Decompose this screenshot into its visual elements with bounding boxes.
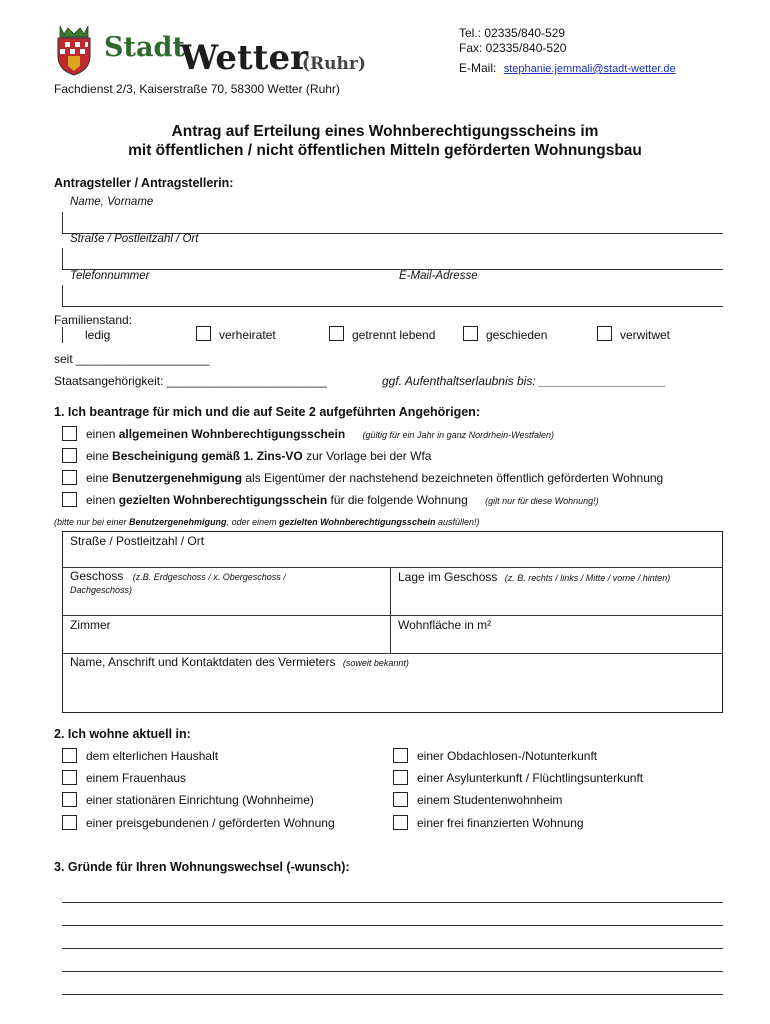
reason-line-3[interactable] <box>62 948 723 949</box>
position-note: (z. B. rechts / links / Mitte / vorne / hinten) <box>504 573 671 583</box>
office-address: Fachdienst 2/3, Kaiserstraße 70, 58300 Wetter (Ruhr) <box>54 82 340 96</box>
residence-permit-label: ggf. Aufenthaltserlaubnis bis: ___________________ <box>382 374 666 388</box>
opt4-bold: gezielten Wohnberechtigungsschein <box>118 493 328 507</box>
table-position-cell[interactable] <box>398 570 670 584</box>
name-label: Name, Vorname <box>70 196 154 208</box>
opt2-post: zur Vorlage bei der Wfa <box>302 449 432 463</box>
form-title-line1: Antrag auf Erteilung eines Wohnberechtigungsscheins im <box>171 123 599 140</box>
table-rooms-cell[interactable]: Zimmer <box>70 618 111 632</box>
opt4-post: für die folgende Wohnung <box>327 493 468 507</box>
option-targeted-wbs-label <box>86 493 599 507</box>
opt2-bold: Bescheinigung gemäß 1. Zins-VO <box>112 449 303 463</box>
landlord-label: Name, Anschrift und Kontaktdaten des Vermieters <box>70 655 336 669</box>
marital-geschieden-checkbox[interactable] <box>463 326 478 341</box>
phone-field-left <box>62 285 63 307</box>
marital-verwitwet-label: verwitwet <box>620 328 671 342</box>
opt1-bold: allgemeinen Wohnberechtigungsschein <box>118 427 346 441</box>
email-field-label: E-Mail-Adresse <box>399 270 478 282</box>
marital-verheiratet-label: verheiratet <box>219 328 276 342</box>
marital-geschieden-label: geschieden <box>486 328 548 342</box>
living-womens-shelter-label: einem Frauenhaus <box>86 771 187 785</box>
option-targeted-wbs-checkbox[interactable] <box>62 492 77 507</box>
phone-email-field[interactable] <box>62 306 723 307</box>
opt1-pre: einen <box>86 427 119 441</box>
reason-line-2[interactable] <box>62 925 723 926</box>
opt4-note: (gilt nur für diese Wohnung!) <box>485 496 599 506</box>
living-subsidized-label: einer preisgebundenen / geförderten Wohnung <box>86 816 335 830</box>
city-logo <box>54 22 374 84</box>
option-zins-vo-checkbox[interactable] <box>62 448 77 463</box>
option-zins-vo-label <box>86 449 431 463</box>
fill-hint <box>54 517 479 527</box>
living-homeless-shelter-label: einer Obdachlosen-/Notunterkunft <box>417 749 598 763</box>
street-label: Straße / Postleitzahl / Ort <box>70 233 199 245</box>
marital-label: Familienstand: <box>54 313 133 327</box>
living-student-dorm-label: einem Studentenwohnheim <box>417 793 563 807</box>
living-womens-shelter-checkbox[interactable] <box>62 770 77 785</box>
street-field[interactable] <box>62 269 723 270</box>
residence-permit-field[interactable] <box>382 374 666 388</box>
marital-verwitwet-checkbox[interactable] <box>597 326 612 341</box>
reason-line-4[interactable] <box>62 971 723 972</box>
form-title <box>0 122 770 160</box>
hint-b2: gezielten Wohnberechtigungsschein <box>279 517 436 527</box>
logo-stadt: Stadt <box>104 32 185 63</box>
tel: Tel.: 02335/840-529 <box>459 26 566 40</box>
coat-of-arms-icon <box>54 24 94 76</box>
section2-heading: 2. Ich wohne aktuell in: <box>54 727 191 741</box>
email-label: E-Mail: <box>459 61 497 75</box>
position-label: Lage im Geschoss <box>398 570 498 584</box>
opt2-pre: eine <box>86 449 113 463</box>
since-field[interactable]: seit ____________________ <box>54 352 210 366</box>
opt3-bold: Benutzergenehmigung <box>112 471 243 485</box>
living-parents-checkbox[interactable] <box>62 748 77 763</box>
applicant-heading: Antragsteller / Antragstellerin: <box>54 176 234 190</box>
floor-note1: (z.B. Erdgeschoss / x. Obergeschoss / <box>132 572 286 582</box>
section3-heading: 3. Gründe für Ihren Wohnungswechsel (-wunsch): <box>54 860 350 874</box>
table-row-divider-1 <box>62 567 723 568</box>
option-usage-permit-label <box>86 471 663 485</box>
reason-line-5[interactable] <box>62 994 723 995</box>
marital-getrennt-label: getrennt lebend <box>352 328 436 342</box>
living-homeless-shelter-checkbox[interactable] <box>393 748 408 763</box>
hint-pre: (bitte nur bei einer <box>54 517 130 527</box>
table-row-divider-3 <box>62 653 723 654</box>
logo-ruhr: (Ruhr) <box>302 54 366 74</box>
living-asylum-checkbox[interactable] <box>393 770 408 785</box>
living-institution-label: einer stationären Einrichtung (Wohnheime) <box>86 793 314 807</box>
table-row-divider-2 <box>62 615 723 616</box>
table-floor-cell[interactable] <box>70 570 370 596</box>
street-field-left <box>62 248 63 270</box>
living-free-financed-checkbox[interactable] <box>393 815 408 830</box>
floor-note2: Dachgeschoss) <box>70 585 133 595</box>
section1-heading: 1. Ich beantrage für mich und die auf Seite 2 aufgeführten Angehörigen: <box>54 405 480 419</box>
option-usage-permit-checkbox[interactable] <box>62 470 77 485</box>
marital-verheiratet-checkbox[interactable] <box>196 326 211 341</box>
living-subsidized-checkbox[interactable] <box>62 815 77 830</box>
name-field-left <box>62 212 63 234</box>
hint-mid: , oder einem <box>226 517 280 527</box>
opt1-note: (gültig für ein Jahr in ganz Nordrhein-Westfalen) <box>362 430 554 440</box>
marital-getrennt-checkbox[interactable] <box>329 326 344 341</box>
phone-label: Telefonnummer <box>70 270 150 282</box>
opt4-pre: einen <box>86 493 119 507</box>
table-area-cell[interactable]: Wohnfläche in m² <box>398 618 492 632</box>
logo-wetter: Wetter <box>180 38 308 78</box>
form-title-line2: mit öffentlichen / nicht öffentlichen Mitteln geförderten Wohnungsbau <box>128 142 642 159</box>
option-general-wbs-checkbox[interactable] <box>62 426 77 441</box>
table-street-cell[interactable]: Straße / Postleitzahl / Ort <box>70 534 205 548</box>
living-student-dorm-checkbox[interactable] <box>393 792 408 807</box>
option-general-wbs-label <box>86 427 554 441</box>
table-landlord-cell[interactable] <box>70 655 409 669</box>
living-institution-checkbox[interactable] <box>62 792 77 807</box>
living-asylum-label: einer Asylunterkunft / Flüchtlingsunterkunft <box>417 771 644 785</box>
hint-b1: Benutzergenehmigung <box>129 517 227 527</box>
table-col-divider <box>390 567 391 653</box>
apartment-table <box>62 531 723 713</box>
marital-ledig-label: ledig <box>85 328 111 342</box>
marital-field-left <box>62 327 63 343</box>
email-link[interactable]: stephanie.jemmali@stadt-wetter.de <box>503 63 676 75</box>
reason-line-1[interactable] <box>62 902 723 903</box>
landlord-note: (soweit bekannt) <box>342 658 409 668</box>
nationality-field[interactable]: Staatsangehörigkeit: ________________________ <box>54 374 327 388</box>
living-free-financed-label: einer frei finanzierten Wohnung <box>417 816 584 830</box>
fax: Fax: 02335/840-520 <box>459 41 567 55</box>
opt3-pre: eine <box>86 471 113 485</box>
contact-block <box>459 26 676 77</box>
opt3-post: als Eigentümer der nachstehend bezeichneten öffentlich geförderten Wohnung <box>242 471 664 485</box>
hint-post: ausfüllen!) <box>435 517 480 527</box>
living-parents-label: dem elterlichen Haushalt <box>86 749 219 763</box>
floor-label: Geschoss <box>70 569 124 583</box>
